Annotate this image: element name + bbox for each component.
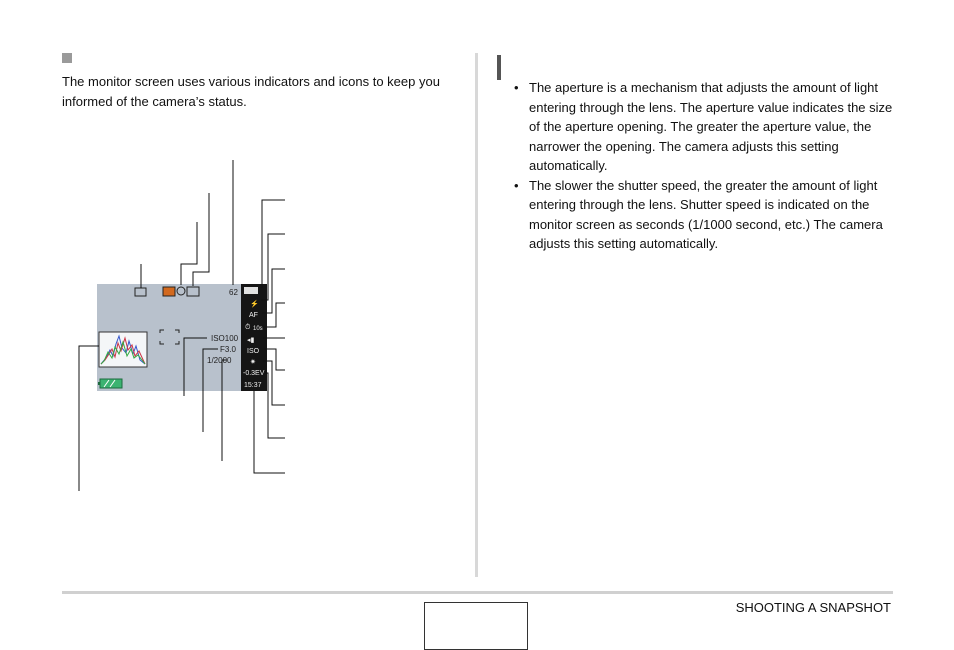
iso-label: ISO: [247, 348, 260, 355]
aperture-value: F3.0: [220, 345, 237, 354]
footer-rule: [62, 591, 893, 594]
iso-value: ISO100: [211, 334, 239, 343]
shots-remaining: 62: [229, 288, 238, 297]
anti-shake-icon: ◂▮: [247, 337, 255, 344]
white-balance-icon: ✷: [250, 359, 256, 366]
time-value: 15:37: [244, 382, 262, 389]
page-number-box: [424, 602, 528, 650]
af-label: AF: [249, 312, 258, 319]
storage-icon: [244, 287, 258, 294]
intro-paragraph: The monitor screen uses various indicators and icons to keep you informed of the camera’s status.: [62, 74, 440, 109]
selftimer-label: 10s: [253, 326, 263, 332]
recording-mode-icon: [163, 287, 175, 296]
shutter-value: 1/2000: [207, 356, 232, 365]
footer-section-title: SHOOTING A SNAPSHOT: [735, 600, 891, 615]
selftimer-icon: ⏱: [245, 324, 251, 331]
battery-icon: [98, 379, 122, 388]
ev-value: -0.3EV: [243, 370, 265, 377]
histogram: [99, 332, 147, 367]
note-shutter-speed: • The slower the shutter speed, the greater the amount of light entering through the lens. Shutter speed is indicated on the monitor screen as seconds (1/1000 second, etc.) The camera adjusts this setting automatically.: [510, 176, 895, 254]
note-aperture: • The aperture is a mechanism that adjusts the amount of light entering through the lens. The aperture value indicates the size of the aperture opening. The greater the aperture value, the narrower the opening. The camera adjusts this setting automatically.: [510, 78, 895, 176]
flash-icon: ⚡: [250, 301, 259, 308]
